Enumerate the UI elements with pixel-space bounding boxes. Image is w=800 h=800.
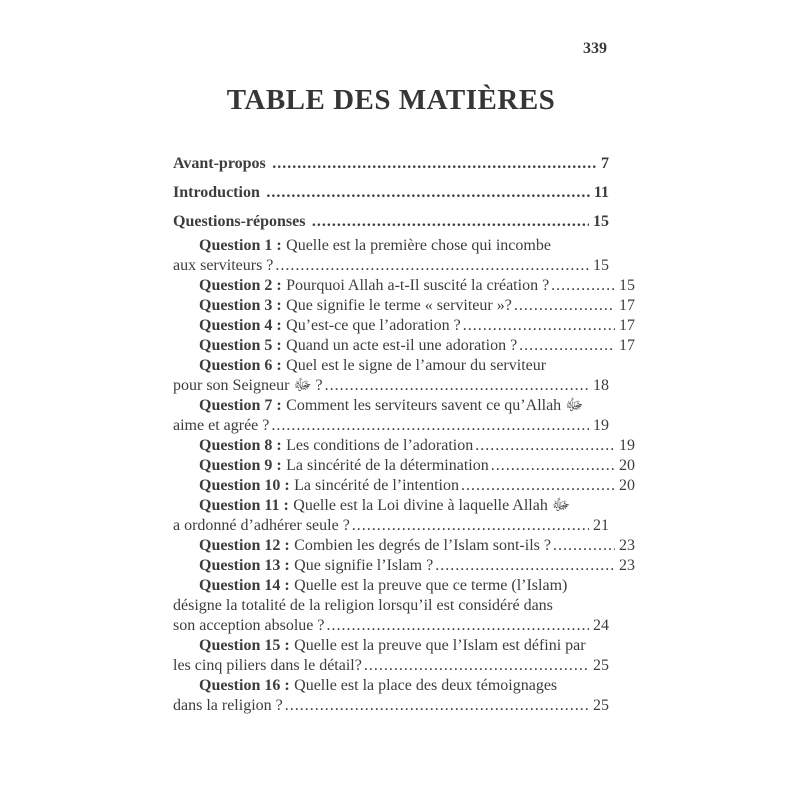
toc-line — [173, 149, 609, 178]
entry-label: Question 4 : — [199, 317, 282, 334]
toc-line — [173, 536, 635, 556]
entry-label: Question 7 : — [199, 397, 282, 414]
dot-leader — [325, 376, 589, 396]
entry-label: Question 8 : — [199, 437, 282, 454]
toc-entry — [173, 178, 609, 207]
entry-page-number: 20 — [619, 457, 635, 474]
entry-label: Introduction — [173, 184, 260, 201]
entry-label: Question 11 : — [199, 497, 289, 514]
toc-line — [173, 516, 609, 536]
entry-text: son acception absolue ? — [173, 617, 325, 634]
entry-page-number: 7 — [601, 155, 609, 172]
toc-line — [173, 296, 635, 316]
toc-line — [173, 336, 635, 356]
toc-entry — [173, 456, 635, 476]
entry-page-number: 23 — [619, 557, 635, 574]
entry-text: Combien les degrés de l’Islam sont-ils ? — [294, 537, 551, 554]
page-content — [173, 84, 635, 716]
dot-leader — [519, 336, 615, 356]
entry-page-number: 24 — [593, 617, 609, 634]
entry-text: aime et agrée ? — [173, 417, 270, 434]
entry-page-number: 15 — [619, 277, 635, 294]
entry-text: les cinq piliers dans le détail? — [173, 657, 362, 674]
entry-label: Questions-réponses — [173, 213, 306, 230]
dot-leader — [327, 616, 590, 636]
toc-entry — [173, 636, 609, 676]
entry-page-number: 23 — [619, 537, 635, 554]
dot-leader — [271, 416, 589, 436]
entry-text: Comment les serviteurs savent ce qu’Allah ﷻ — [286, 397, 584, 414]
dot-leader — [551, 276, 615, 296]
toc-entry — [173, 576, 609, 636]
entry-page-number: 19 — [593, 417, 609, 434]
entry-text: Quelle est la preuve que ce terme (l’Islam) — [294, 577, 568, 594]
entry-text: Quelle est la place des deux témoignages — [294, 677, 558, 694]
toc-entry — [173, 276, 635, 296]
entry-text: Que signifie le terme « serviteur »? — [286, 297, 512, 314]
entry-label: Avant-propos — [173, 155, 266, 172]
toc-line — [173, 476, 635, 496]
entry-text: Qu’est-ce que l’adoration ? — [286, 317, 461, 334]
entry-label: Question 15 : — [199, 637, 290, 654]
dot-leader — [491, 456, 615, 476]
toc-line — [173, 236, 635, 256]
entry-text: Quelle est la première chose qui incombe — [286, 237, 551, 254]
dot-leader — [461, 476, 615, 496]
entry-text: dans la religion ? — [173, 697, 283, 714]
toc-line — [173, 596, 609, 616]
toc-entry — [173, 556, 635, 576]
toc-line — [173, 636, 635, 656]
toc-entry — [173, 207, 609, 236]
toc-line — [173, 256, 609, 276]
entry-text: Quand un acte est-il une adoration ? — [286, 337, 518, 354]
toc-line — [173, 496, 635, 516]
entry-text: La sincérité de l’intention — [294, 477, 459, 494]
entry-label: Question 12 : — [199, 537, 290, 554]
dot-leader — [514, 296, 615, 316]
entry-page-number: 15 — [593, 257, 609, 274]
dot-leader — [364, 656, 589, 676]
toc-line — [173, 276, 635, 296]
toc-entry — [173, 676, 609, 716]
entry-text: Quelle est la Loi divine à laquelle Allah ﷻ — [293, 497, 570, 514]
dot-leader — [266, 178, 590, 207]
entry-text: désigne la totalité de la religion lorsqu’il est considéré dans — [173, 597, 553, 614]
toc-line — [173, 656, 609, 676]
entry-page-number: 15 — [593, 213, 609, 230]
toc-line — [173, 556, 635, 576]
entry-label: Question 14 : — [199, 577, 290, 594]
entry-page-number: 19 — [619, 437, 635, 454]
dot-leader — [475, 436, 615, 456]
entry-label: Question 3 : — [199, 297, 282, 314]
toc-entry — [173, 356, 609, 396]
entry-page-number: 18 — [593, 377, 609, 394]
toc-line — [173, 376, 609, 396]
entry-label: Question 13 : — [199, 557, 290, 574]
toc-line — [173, 616, 609, 636]
entry-text: aux serviteurs ? — [173, 257, 274, 274]
entry-text: Que signifie l’Islam ? — [294, 557, 434, 574]
dot-leader — [285, 696, 589, 716]
toc-entry — [173, 236, 609, 276]
entry-text: Quelle est la preuve que l’Islam est défini par — [294, 637, 586, 654]
dot-leader — [275, 256, 589, 276]
entry-page-number: 21 — [593, 517, 609, 534]
entry-text: a ordonné d’adhérer seule ? — [173, 517, 350, 534]
toc-line — [173, 696, 609, 716]
toc-line — [173, 178, 609, 207]
toc-line — [173, 456, 635, 476]
page-title: TABLE DES MATIÈRES — [226, 84, 556, 116]
entry-label: Question 6 : — [199, 357, 282, 374]
toc-line — [173, 576, 635, 596]
entry-label: Question 5 : — [199, 337, 282, 354]
entry-page-number: 11 — [593, 184, 609, 201]
entry-page-number: 17 — [619, 337, 635, 354]
toc-entry — [173, 536, 635, 556]
dot-leader — [553, 536, 615, 556]
entry-page-number: 25 — [593, 657, 609, 674]
entry-label: Question 16 : — [199, 677, 290, 694]
toc-entry — [173, 316, 635, 336]
entry-page-number: 17 — [619, 297, 635, 314]
entry-page-number: 25 — [593, 697, 609, 714]
toc-entry — [173, 396, 609, 436]
toc-entry — [173, 296, 635, 316]
toc-line — [173, 207, 609, 236]
toc — [173, 149, 635, 716]
dot-leader — [463, 316, 615, 336]
entry-label: Question 9 : — [199, 457, 282, 474]
entry-text: Quel est le signe de l’amour du serviteur — [286, 357, 547, 374]
entry-text: Pourquoi Allah a-t-Il suscité la création ? — [286, 277, 550, 294]
entry-page-number: 17 — [619, 317, 635, 334]
toc-entry — [173, 476, 635, 496]
entry-text: pour son Seigneur ﷻ ? — [173, 377, 323, 394]
toc-entry — [173, 149, 609, 178]
dot-leader — [312, 207, 589, 236]
toc-line — [173, 436, 635, 456]
entry-label: Question 10 : — [199, 477, 290, 494]
entry-page-number: 20 — [619, 477, 635, 494]
toc-entry — [173, 436, 635, 456]
dot-leader — [272, 149, 597, 178]
toc-line — [173, 356, 635, 376]
toc-line — [173, 416, 609, 436]
toc-entry — [173, 336, 635, 356]
toc-entry — [173, 496, 609, 536]
entry-label: Question 1 : — [199, 237, 282, 254]
toc-line — [173, 676, 635, 696]
entry-text: Les conditions de l’adoration — [286, 437, 474, 454]
entry-text: La sincérité de la détermination — [286, 457, 489, 474]
dot-leader — [435, 556, 615, 576]
entry-label: Question 2 : — [199, 277, 282, 294]
dot-leader — [352, 516, 589, 536]
toc-line — [173, 396, 635, 416]
toc-line — [173, 316, 635, 336]
page-number: 339 — [583, 40, 607, 57]
